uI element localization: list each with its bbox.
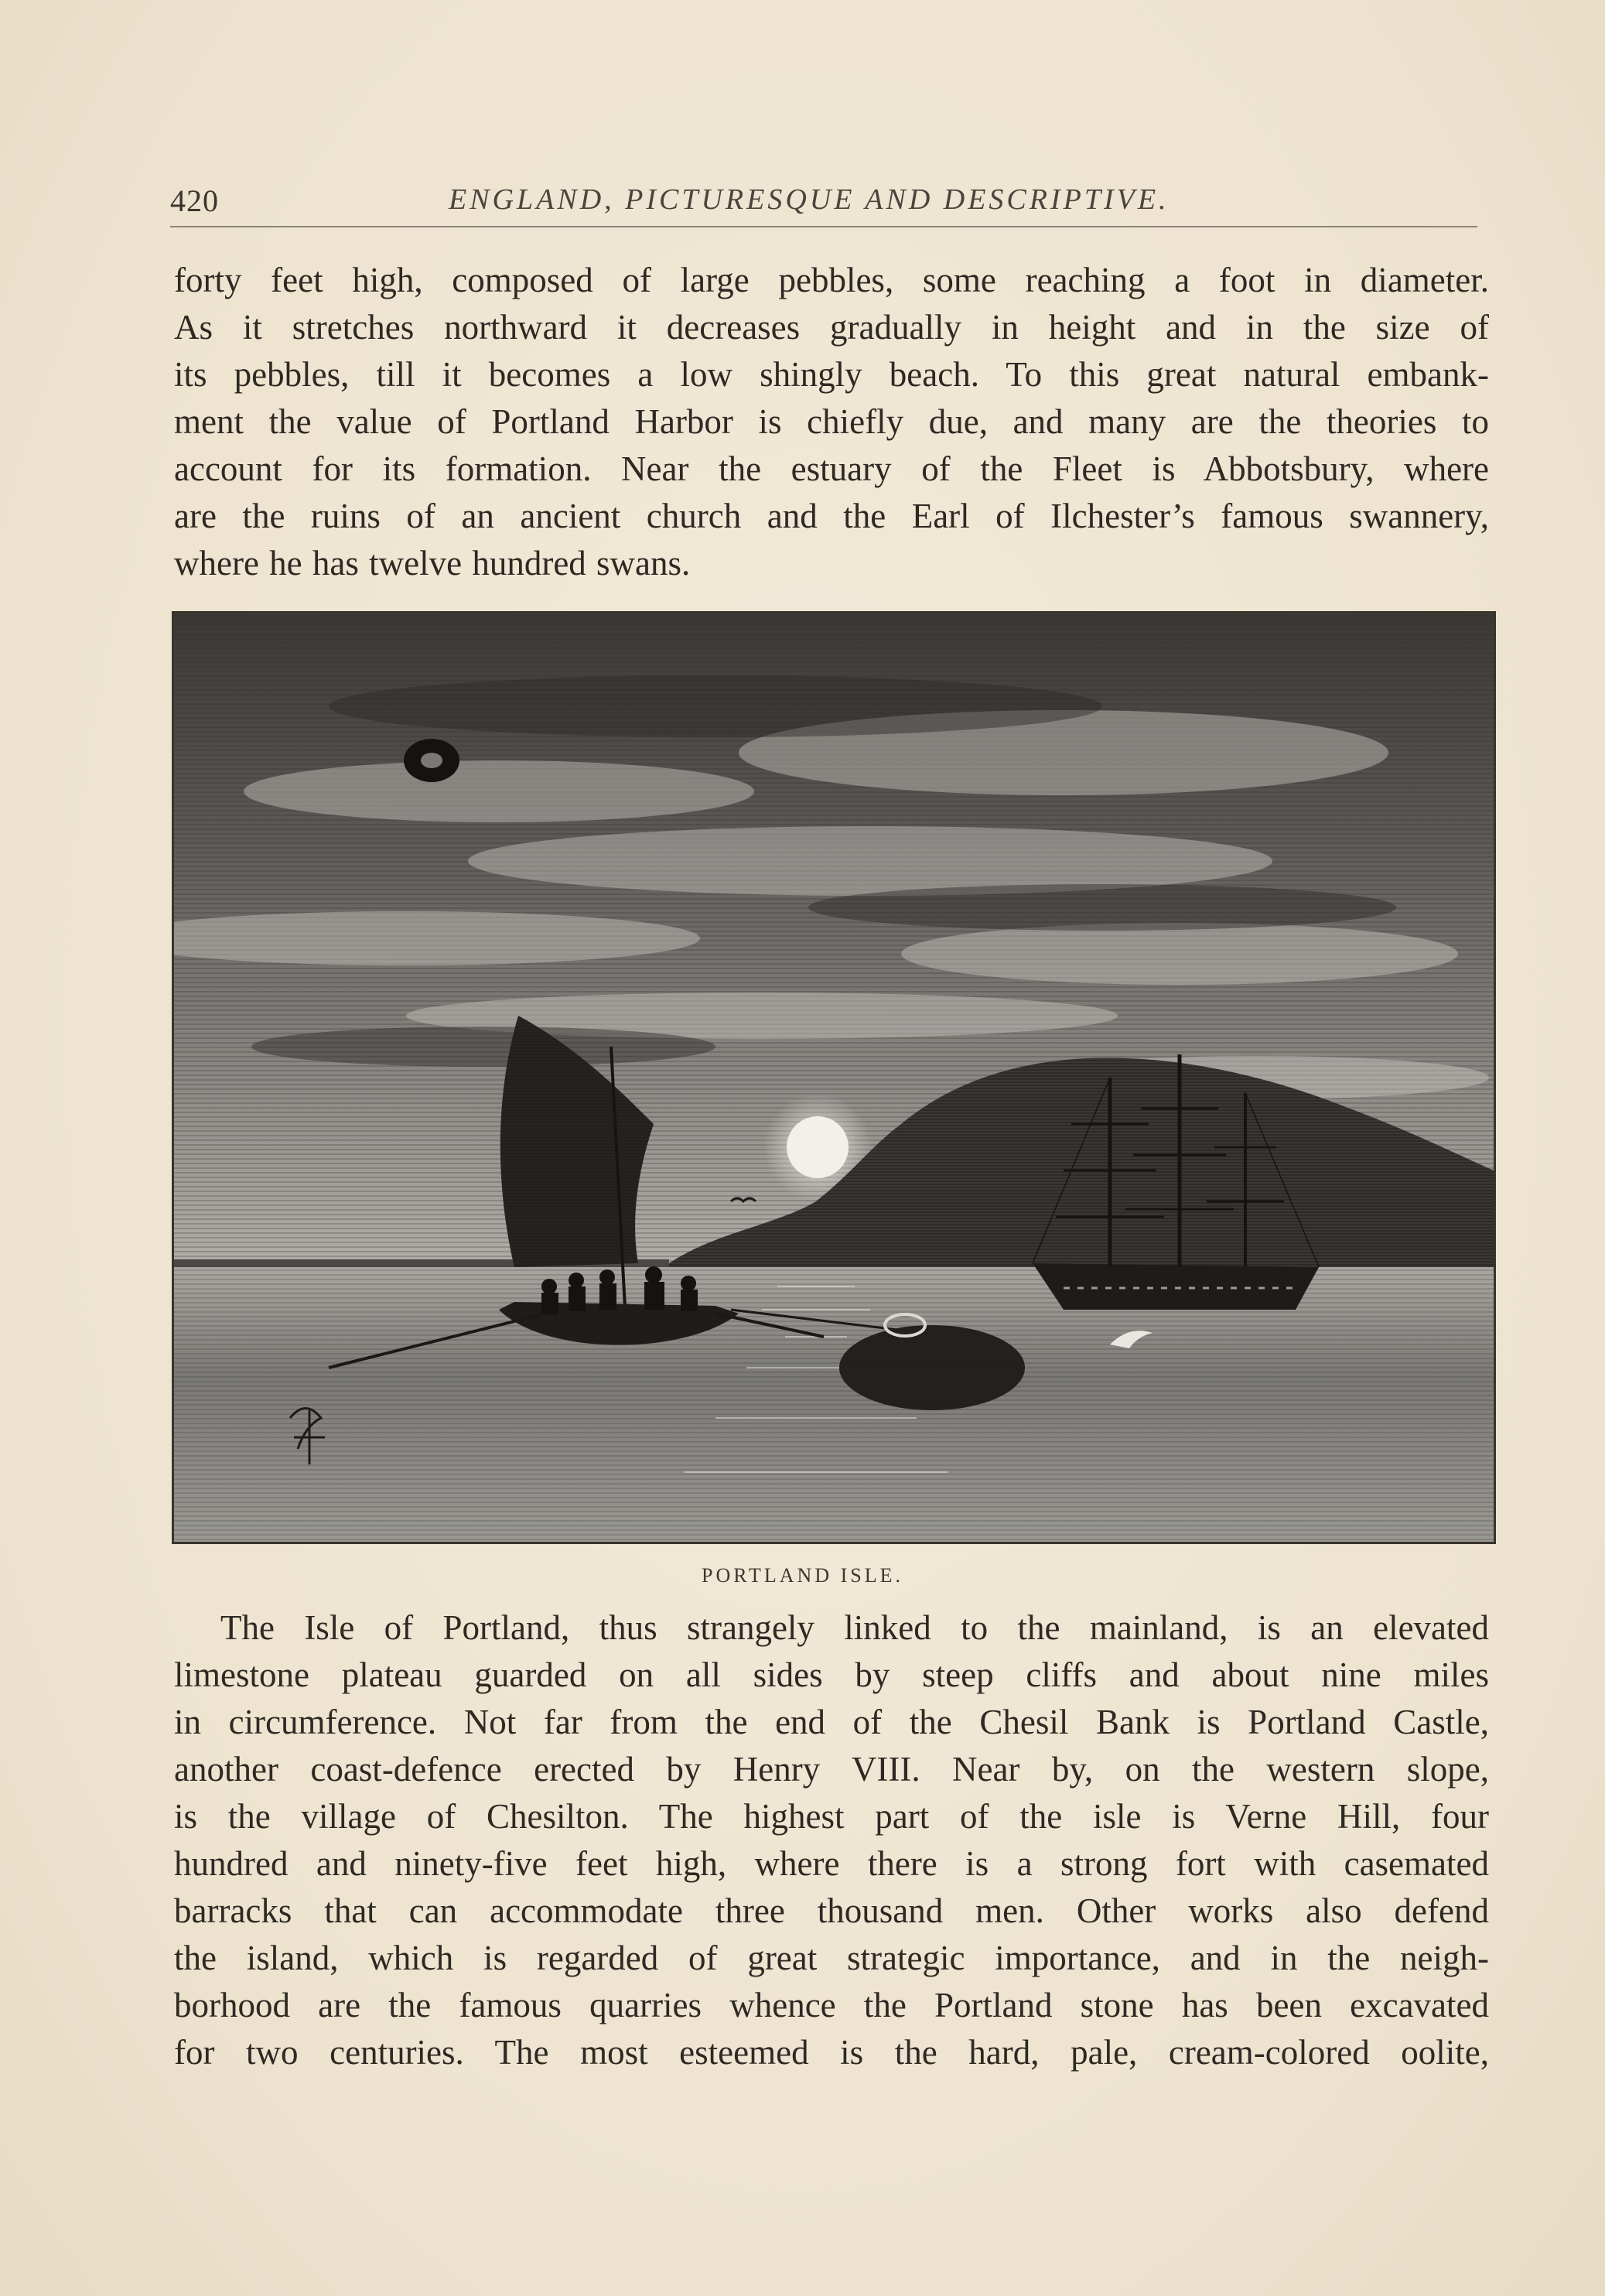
engraving-scene bbox=[174, 613, 1494, 1542]
header-rule bbox=[170, 226, 1477, 227]
text-line: ment the value of Portland Harbor is chiefly due, and many are the theories to bbox=[174, 402, 1489, 441]
illustration-caption: PORTLAND ISLE. bbox=[702, 1564, 903, 1587]
text-line: hundred and ninety-five feet high, where there is a strong fort with casemated bbox=[174, 1844, 1489, 1883]
text-line: limestone plateau guarded on all sides by steep cliffs and about nine miles bbox=[174, 1655, 1489, 1694]
text-line: in circumference. Not far from the end of the Chesil Bank is Portland Castle, bbox=[174, 1703, 1489, 1741]
page-header bbox=[170, 178, 1477, 224]
text-line: the island, which is regarded of great strategic importance, and in the neigh- bbox=[174, 1939, 1489, 1977]
text-line: The Isle of Portland, thus strangely linked to the mainland, is an elevated bbox=[220, 1608, 1489, 1647]
paragraph-1 bbox=[174, 257, 1489, 587]
paragraph-2 bbox=[174, 1604, 1489, 2076]
text-line: forty feet high, composed of large pebbles, some reaching a foot in diameter. bbox=[174, 261, 1489, 299]
running-title: ENGLAND, PICTURESQUE AND DESCRIPTIVE. bbox=[449, 183, 1170, 216]
ink-stamp bbox=[404, 739, 459, 782]
text-line: account for its formation. Near the estuary of the Fleet is Abbotsbury, where bbox=[174, 449, 1489, 488]
engraving-illustration bbox=[172, 611, 1496, 1544]
text-line: barracks that can accommodate three thousand men. Other works also defend bbox=[174, 1891, 1489, 1930]
page-number: 420 bbox=[170, 183, 219, 218]
text-line: for two centuries. The most esteemed is the hard, pale, cream-colored oolite, bbox=[174, 2033, 1489, 2072]
moon bbox=[787, 1116, 849, 1178]
text-line: are the ruins of an ancient church and the Earl of Ilchester’s famous swannery, bbox=[174, 497, 1489, 535]
text-line: borhood are the famous quarries whence the Portland stone has been excavated bbox=[174, 1986, 1489, 2024]
text-line: is the village of Chesilton. The highest part of the isle is Verne Hill, four bbox=[174, 1797, 1489, 1836]
text-line: where he has twelve hundred swans. bbox=[174, 544, 691, 583]
text-line: its pebbles, till it becomes a low shingly beach. To this great natural embank- bbox=[174, 355, 1489, 394]
text-line: As it stretches northward it decreases gradually in height and in the size of bbox=[174, 308, 1489, 347]
text-line: another coast-defence erected by Henry VIII. Near by, on the western slope, bbox=[174, 1750, 1489, 1789]
